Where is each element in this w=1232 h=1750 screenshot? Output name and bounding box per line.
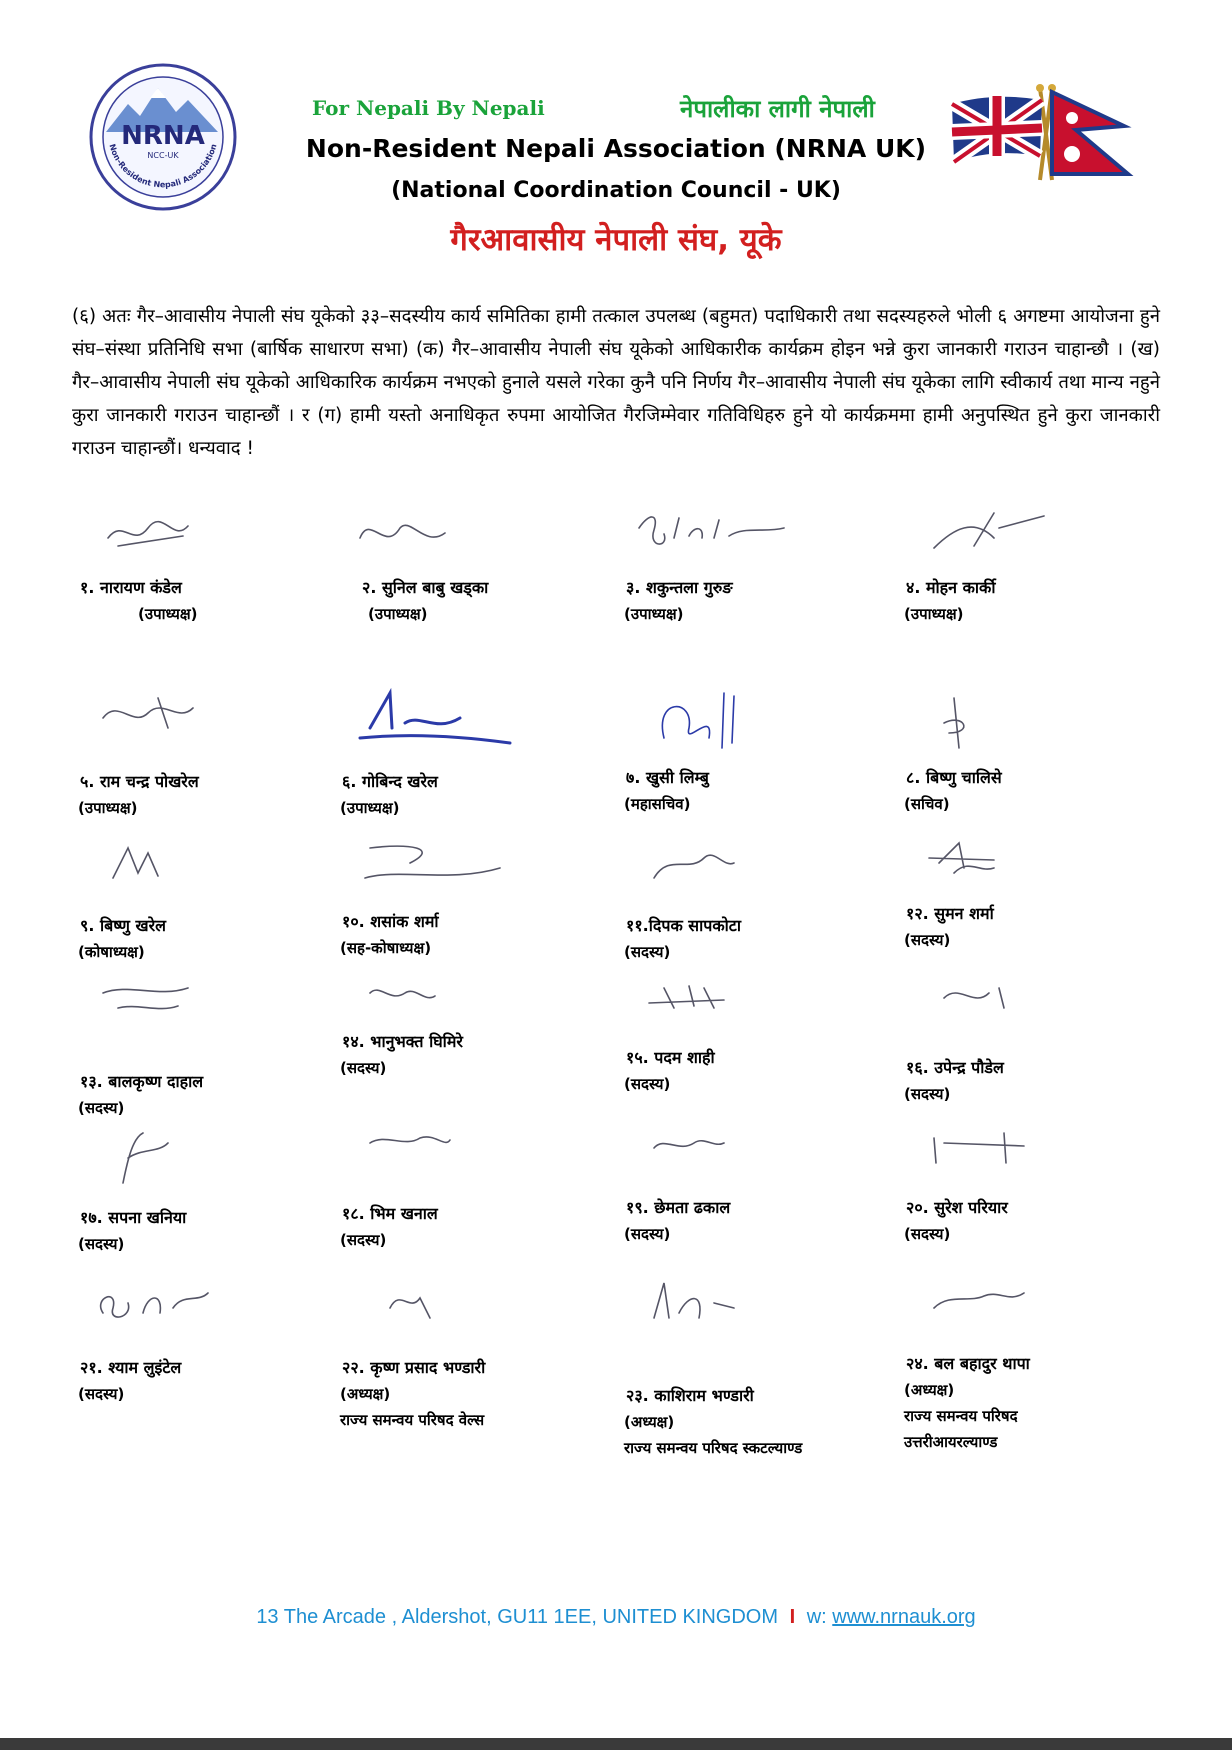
signatory-name: २३. काशिराम भण्डारी: [626, 1386, 754, 1405]
signatory-name: २१. श्याम लुइंटेल: [80, 1358, 182, 1377]
signature-image: [914, 688, 1084, 758]
signatory-name: ९. बिष्णु खरेल: [80, 916, 167, 935]
signatory-role: (सदस्य): [340, 1059, 387, 1077]
footer-web-label: w:: [806, 1606, 827, 1628]
signatory-role: (सह-कोषाध्यक्ष): [340, 939, 432, 957]
signatory-name: ३. शकुन्तला गुरुङ: [626, 578, 733, 597]
signatory-role: (सदस्य): [904, 1085, 951, 1103]
signature-image: [350, 838, 520, 908]
signatory-name: १३. बालकृष्ण दाहाल: [80, 1072, 204, 1091]
signature-image: [88, 838, 258, 908]
signature-image: [88, 978, 258, 1048]
signatory-role: (उपाध्यक्ष): [624, 605, 684, 623]
website-link[interactable]: www.nrnauk.org: [832, 1606, 976, 1628]
signatory-name: ७. खुसी लिम्बु: [626, 768, 709, 787]
signatory-name: ११.दिपक सापकोटा: [626, 916, 741, 935]
signatory-role: (सदस्य): [624, 943, 671, 961]
signature-image: [350, 508, 520, 578]
signature-image: [350, 1278, 520, 1348]
signatory-role: (उपाध्यक्ष): [78, 799, 138, 817]
signatory-role: (सदस्य): [904, 931, 951, 949]
footer-separator: I: [789, 1606, 796, 1628]
signature-image: [634, 508, 804, 578]
signatory-name: २२. कृष्ण प्रसाद भण्डारी: [342, 1358, 486, 1377]
signatory-role: (सदस्य): [78, 1235, 125, 1253]
signature-image: [634, 838, 804, 908]
signatory-name: ५. राम चन्द्र पोखरेल: [80, 772, 199, 791]
org-title-np: गैरआवासीय नेपाली संघ, यूके: [450, 222, 782, 258]
body-paragraph: (६) अतः गैर–आवासीय नेपाली संघ यूकेको ३३–सदस्यीय कार्य समितिका हामी तत्काल उपलब्ध (बहुमत) पदाधिकारी तथा सदस्यहरुले भोली ६ अगष्टमा आयोजना हुने संघ–संस्था प्रतिनिधि सभा (बार्षिक साधारण सभा) (क) गैर–आवासीय नेपाली संघ यूकेको आधिकारीक कार्यक्रम होइन भन्ने कुरा जानकारी गराउन चाहान्छौ । (ख) गैर–आवासीय नेपाली संघ यूकेको आधिकारिक कार्यक्रम नभएको हुनाले यसले गरेका कुनै पनि निर्णय गैर–आवासीय नेपाली संघ यूकेका लागि स्वीकार्य तथा मान्य नहुने कुरा जानकारी गराउन चाहान्छौं । र (ग) हामी यस्तो अनाधिकृत रुपमा आयोजित गैरजिम्मेवार गतिविधिहरु हुने यो कार्यक्रममा हामी अनुपस्थित हुने कुरा जानकारी गराउन चाहान्छौं। धन्यवाद !: [72, 306, 1160, 459]
logo-text: NRNA: [121, 121, 205, 151]
signatory-role: (उपाध्यक्ष): [368, 605, 428, 623]
signatory-name: १. नारायण कंडेल: [80, 578, 182, 597]
signatory-role: (उपाध्यक्ष): [340, 799, 400, 817]
signatory-name: १८. भिम खनाल: [342, 1204, 438, 1223]
signature-image: [914, 838, 1084, 908]
logo-ring-text: Non-Resident Nepali Association: [107, 142, 219, 190]
signatory-name: १६. उपेन्द्र पौडेल: [906, 1058, 1004, 1077]
signature-image: [634, 1128, 804, 1198]
signatory-council-line2: उत्तरीआयरल्याण्ड: [904, 1433, 998, 1451]
signatory-role: (अध्यक्ष): [904, 1381, 955, 1399]
signatory-name: १५. पदम शाही: [626, 1048, 715, 1067]
signature-image: [634, 1278, 804, 1348]
tagline-np: नेपालीका लागी नेपाली: [680, 95, 875, 123]
footer: [0, 1606, 1232, 1629]
signatory-council: राज्य समन्वय परिषद वेल्स: [340, 1411, 485, 1429]
signatory-name: ८. बिष्णु चालिसे: [906, 768, 1002, 787]
signatory-role: (सचिव): [904, 795, 950, 813]
signatory-role: (कोषाध्यक्ष): [78, 943, 145, 961]
signature-image: [634, 978, 804, 1048]
logo-sub: NCC-UK: [147, 151, 179, 160]
signatory-name: ६. गोबिन्द खरेल: [342, 772, 438, 791]
footer-address: 13 The Arcade , Aldershot, GU11 1EE, UNITED KINGDOM: [256, 1606, 779, 1628]
signatory-role: (सदस्य): [624, 1075, 671, 1093]
signatory-name: १९. छेमता ढकाल: [626, 1198, 731, 1217]
signature-image: [88, 1128, 258, 1198]
signature-image: [350, 688, 520, 758]
signatory-name: १०. शसांक शर्मा: [342, 912, 439, 931]
signatory-role: (सदस्य): [904, 1225, 951, 1243]
tagline-en: For Nepali By Nepali: [312, 96, 545, 120]
signature-image: [88, 688, 258, 758]
signatory-role: (अध्यक्ष): [624, 1413, 675, 1431]
signature-image: [914, 1128, 1084, 1198]
signatory-name: २. सुनिल बाबु खड्का: [362, 578, 489, 597]
signature-image: [914, 1278, 1084, 1348]
signature-image: [88, 508, 258, 578]
signatory-role: (अध्यक्ष): [340, 1385, 391, 1403]
crossed-flags-icon: [948, 82, 1144, 184]
signatory-council: राज्य समन्वय परिषद: [904, 1407, 1018, 1425]
signature-image: [634, 688, 804, 758]
signatory-name: १४. भानुभक्त घिमिरे: [342, 1032, 463, 1051]
signatory-role: (सदस्य): [624, 1225, 671, 1243]
signatory-council: राज्य समन्वय परिषद स्कटल्याण्ड: [624, 1439, 803, 1457]
signature-image: [914, 978, 1084, 1048]
signature-image: [350, 1128, 520, 1198]
signature-image: [914, 508, 1084, 578]
signatory-role: (महासचिव): [624, 795, 691, 813]
org-subtitle: (National Coordination Council - UK): [391, 178, 841, 203]
signatory-name: ४. मोहन कार्की: [906, 578, 996, 597]
org-title: Non-Resident Nepali Association (NRNA UK): [305, 134, 927, 163]
signatory-role: (सदस्य): [78, 1099, 125, 1117]
signatory-role: (सदस्य): [340, 1231, 387, 1249]
signatory-name: २०. सुरेश परियार: [906, 1198, 1008, 1217]
signatory-name: १२. सुमन शर्मा: [906, 904, 994, 923]
signatory-name: १७. सपना खनिया: [80, 1208, 187, 1227]
signatory-role: (उपाध्यक्ष): [904, 605, 964, 623]
signatory-role: (सदस्य): [78, 1385, 125, 1403]
signatory-name: २४. बल बहादुर थापा: [906, 1354, 1030, 1373]
signatory-role: (उपाध्यक्ष): [138, 605, 198, 623]
signature-image: [88, 1278, 258, 1348]
